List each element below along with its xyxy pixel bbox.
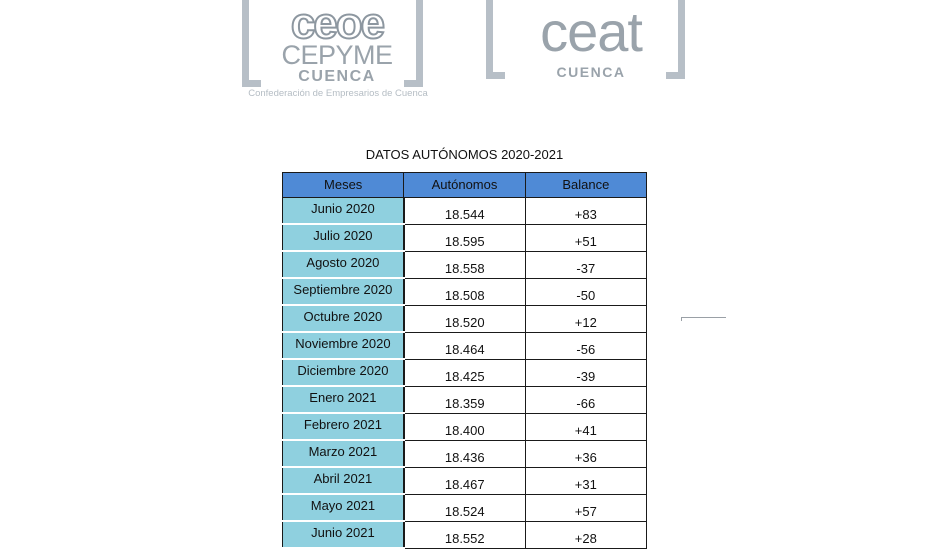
month-cell: Diciembre 2020 — [283, 359, 404, 386]
ceat-cuenca-text: CUENCA — [556, 64, 626, 80]
balance-cell: +28 — [525, 521, 646, 548]
month-cell: Junio 2020 — [283, 198, 404, 225]
cepyme-logo-text: CEPYME — [281, 40, 393, 70]
table-row — [283, 305, 647, 332]
autonomos-cell: 18.508 — [404, 278, 525, 305]
ceat-logo-text: ceat — [540, 0, 642, 63]
table-row — [283, 386, 647, 413]
stray-line-mark — [681, 317, 726, 321]
month-cell: Julio 2020 — [283, 224, 404, 251]
ceoe-cepyme-logo — [240, 0, 436, 100]
autonomos-cell: 18.464 — [404, 332, 525, 359]
logo-bracket-left — [242, 0, 261, 87]
month-cell: Marzo 2021 — [283, 440, 404, 467]
balance-cell: -56 — [525, 332, 646, 359]
table-row — [283, 467, 647, 494]
month-cell: Octubre 2020 — [283, 305, 404, 332]
autonomos-cell: 18.595 — [404, 224, 525, 251]
autonomos-cell: 18.400 — [404, 413, 525, 440]
header-balance: Balance — [525, 173, 646, 198]
balance-cell: +57 — [525, 494, 646, 521]
autonomos-cell: 18.524 — [404, 494, 525, 521]
ceat-logo — [484, 0, 698, 82]
table-row — [283, 332, 647, 359]
table-row — [283, 224, 647, 251]
header-autonomos: Autónomos — [404, 173, 525, 198]
autonomos-cell: 18.544 — [404, 198, 525, 225]
ceoe-cuenca-text: CUENCA — [298, 68, 376, 85]
table-row — [283, 494, 647, 521]
month-cell: Febrero 2021 — [283, 413, 404, 440]
ceoe-tagline: Confederación de Empresarios de Cuenca — [248, 88, 428, 99]
month-cell: Noviembre 2020 — [283, 332, 404, 359]
table-body — [283, 198, 647, 549]
balance-cell: +12 — [525, 305, 646, 332]
ceoe-logo-text: ceoe — [290, 0, 384, 48]
autonomos-cell: 18.520 — [404, 305, 525, 332]
autonomos-cell: 18.359 — [404, 386, 525, 413]
table-row — [283, 359, 647, 386]
balance-cell: +41 — [525, 413, 646, 440]
table-row — [283, 198, 647, 225]
balance-cell: +36 — [525, 440, 646, 467]
balance-cell: -37 — [525, 251, 646, 278]
balance-cell: -39 — [525, 359, 646, 386]
autonomos-cell: 18.467 — [404, 467, 525, 494]
month-cell: Septiembre 2020 — [283, 278, 404, 305]
table-row — [283, 278, 647, 305]
autonomos-cell: 18.425 — [404, 359, 525, 386]
table-row — [283, 413, 647, 440]
header-meses: Meses — [283, 173, 404, 198]
autonomos-cell: 18.552 — [404, 521, 525, 548]
table-header-row — [283, 173, 647, 198]
balance-cell: -66 — [525, 386, 646, 413]
month-cell: Enero 2021 — [283, 386, 404, 413]
table-row — [283, 440, 647, 467]
balance-cell: -50 — [525, 278, 646, 305]
balance-cell: +51 — [525, 224, 646, 251]
table-row — [283, 251, 647, 278]
autonomos-cell: 18.558 — [404, 251, 525, 278]
month-cell: Agosto 2020 — [283, 251, 404, 278]
balance-cell: +31 — [525, 467, 646, 494]
autonomos-cell: 18.436 — [404, 440, 525, 467]
month-cell: Junio 2021 — [283, 521, 404, 548]
balance-cell: +83 — [525, 198, 646, 225]
table-row — [283, 521, 647, 548]
autonomos-table — [282, 172, 647, 549]
month-cell: Mayo 2021 — [283, 494, 404, 521]
month-cell: Abril 2021 — [283, 467, 404, 494]
table-title: DATOS AUTÓNOMOS 2020-2021 — [365, 147, 564, 162]
